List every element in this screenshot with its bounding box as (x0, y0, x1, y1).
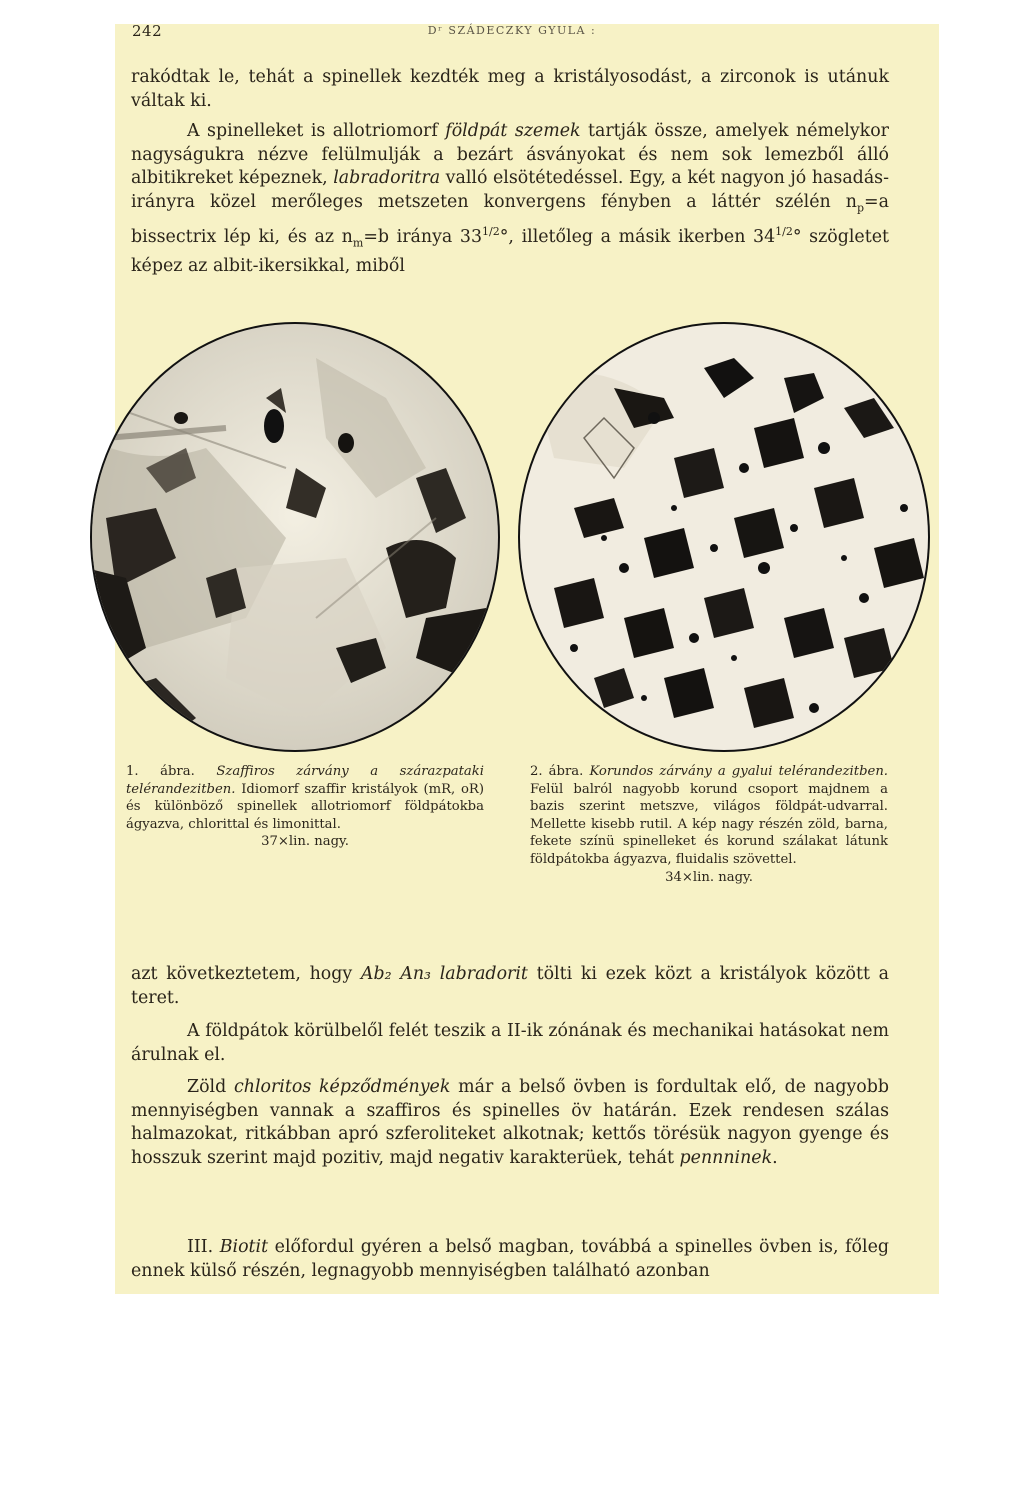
paragraph-3-text: azt következtetem, hogy (131, 964, 361, 984)
paragraph-2-text: tartják össze, amelyek némelykor nagyságukra nézve felülmulják a bezárt ásványokat és nem sok lemezből álló albitikreket képeznek, (131, 121, 889, 189)
running-head: Dʳ SZÁDECZKY GYULA : (427, 24, 597, 37)
figure-2-title: Korundos zárvány a gyalui telérandezitben. (589, 764, 888, 779)
paragraph-2-text: A spinelleket is allotriomorf (187, 121, 446, 141)
paragraph-2-text: =a bissectrix lép ki, és az n (131, 191, 889, 247)
paragraph-2-text: valló elsötétedéssel. Egy, a két nagyon jó hasadás-irányra közel merőleges metszeten konvergens fényben a láttér szélén n (131, 168, 889, 212)
figure-1-micrograph (86, 318, 504, 756)
paragraph-4-text: A földpátok körülbelől felét teszik a II-ik zónának és mechanikai hatásokat nem árulnak el. (131, 1021, 889, 1065)
subscript: p (857, 201, 865, 215)
paragraph-2 (131, 120, 889, 278)
figure-2-label: 2. ábra. (530, 764, 584, 779)
paragraph-2-italic: labradoritra (333, 168, 441, 189)
fraction: 1/2 (482, 224, 500, 238)
paragraph-4 (131, 1020, 889, 1067)
paragraph-5-text: . (772, 1147, 778, 1168)
figure-1-body: Idiomorf szaffir kristályok (mR, oR) és különböző spinellek allotriomorf földpátokba ágyazva, chlorittal és limonittal. (126, 781, 484, 832)
paragraph-5-italic: pennninek (679, 1147, 773, 1168)
subscript: m (352, 236, 364, 250)
page-number: 242 (132, 22, 163, 40)
paragraph-5-text: már a belső övben is fordultak elő, de nagyobb mennyiségben vannak a szaffiros és spinelles öv határán. Ezek rendesen szálas halmazokat, ritkábban apró szferoliteket alkotnak; kettős törésük nagyon gyenge és hosszuk szerint majd pozitiv, majd negativ karakterüek, tehát (131, 1077, 890, 1168)
figure-2-magnification: 34×lin. nagy. (665, 869, 753, 885)
figure-1-label: 1. ábra. (126, 764, 195, 779)
paragraph-6-text: III. (187, 1237, 220, 1257)
figure-2-micrograph (514, 318, 934, 756)
figure-1-caption (126, 763, 484, 851)
figure-1-magnification: 37×lin. nagy. (261, 834, 349, 850)
paragraph-3-italic: labradorit (431, 964, 528, 984)
figure-1-title: Szaffiros zárvány a szárazpataki telérandezitben. (126, 764, 484, 797)
paragraph-5-text: Zöld (187, 1077, 235, 1097)
paragraph-3-text: tölti ki ezek közt a kristályok között a teret. (131, 964, 889, 1008)
paragraph-2-text: °, illetőleg a másik ikerben 34 (499, 226, 776, 247)
paragraph-6-text: előfordul gyéren a belső magban, továbbá a spinelles övben is, főleg ennek külső részén, legnagyobb mennyiségben található azonban (131, 1237, 889, 1281)
paragraph-6-italic: Biotit (219, 1237, 269, 1257)
paragraph-1-text: rakódtak le, tehát a spinellek kezdték meg a kristályosodást, a zirconok is utánuk váltak ki. (131, 67, 889, 111)
paragraph-2-text: =b iránya 33 (363, 226, 483, 247)
fraction: 1/2 (775, 224, 793, 238)
formula: Ab₂ An₃ (360, 964, 431, 984)
paragraph-5 (131, 1076, 889, 1170)
paragraph-2-italic: földpát szemek (445, 121, 581, 141)
paragraph-5-italic: chloritos képződmények (234, 1077, 451, 1097)
paragraph-6 (131, 1236, 889, 1283)
paragraph-3 (131, 963, 889, 1010)
paragraph-1 (131, 66, 889, 113)
figure-2-body: Felül balról nagyobb korund csoport majdnem a bazis szerint metszve, világos földpát-udvarral. Mellette kisebb rutil. A kép nagy részén zöld, barna, fekete színü spinelleket és korund szálakat látunk földpátokba ágyazva, fluidalis szövettel. (530, 781, 888, 867)
paragraph-2-text: ° szögletet képez az albit-ikersikkal, miből (131, 226, 889, 276)
figure-2-caption (530, 763, 888, 886)
